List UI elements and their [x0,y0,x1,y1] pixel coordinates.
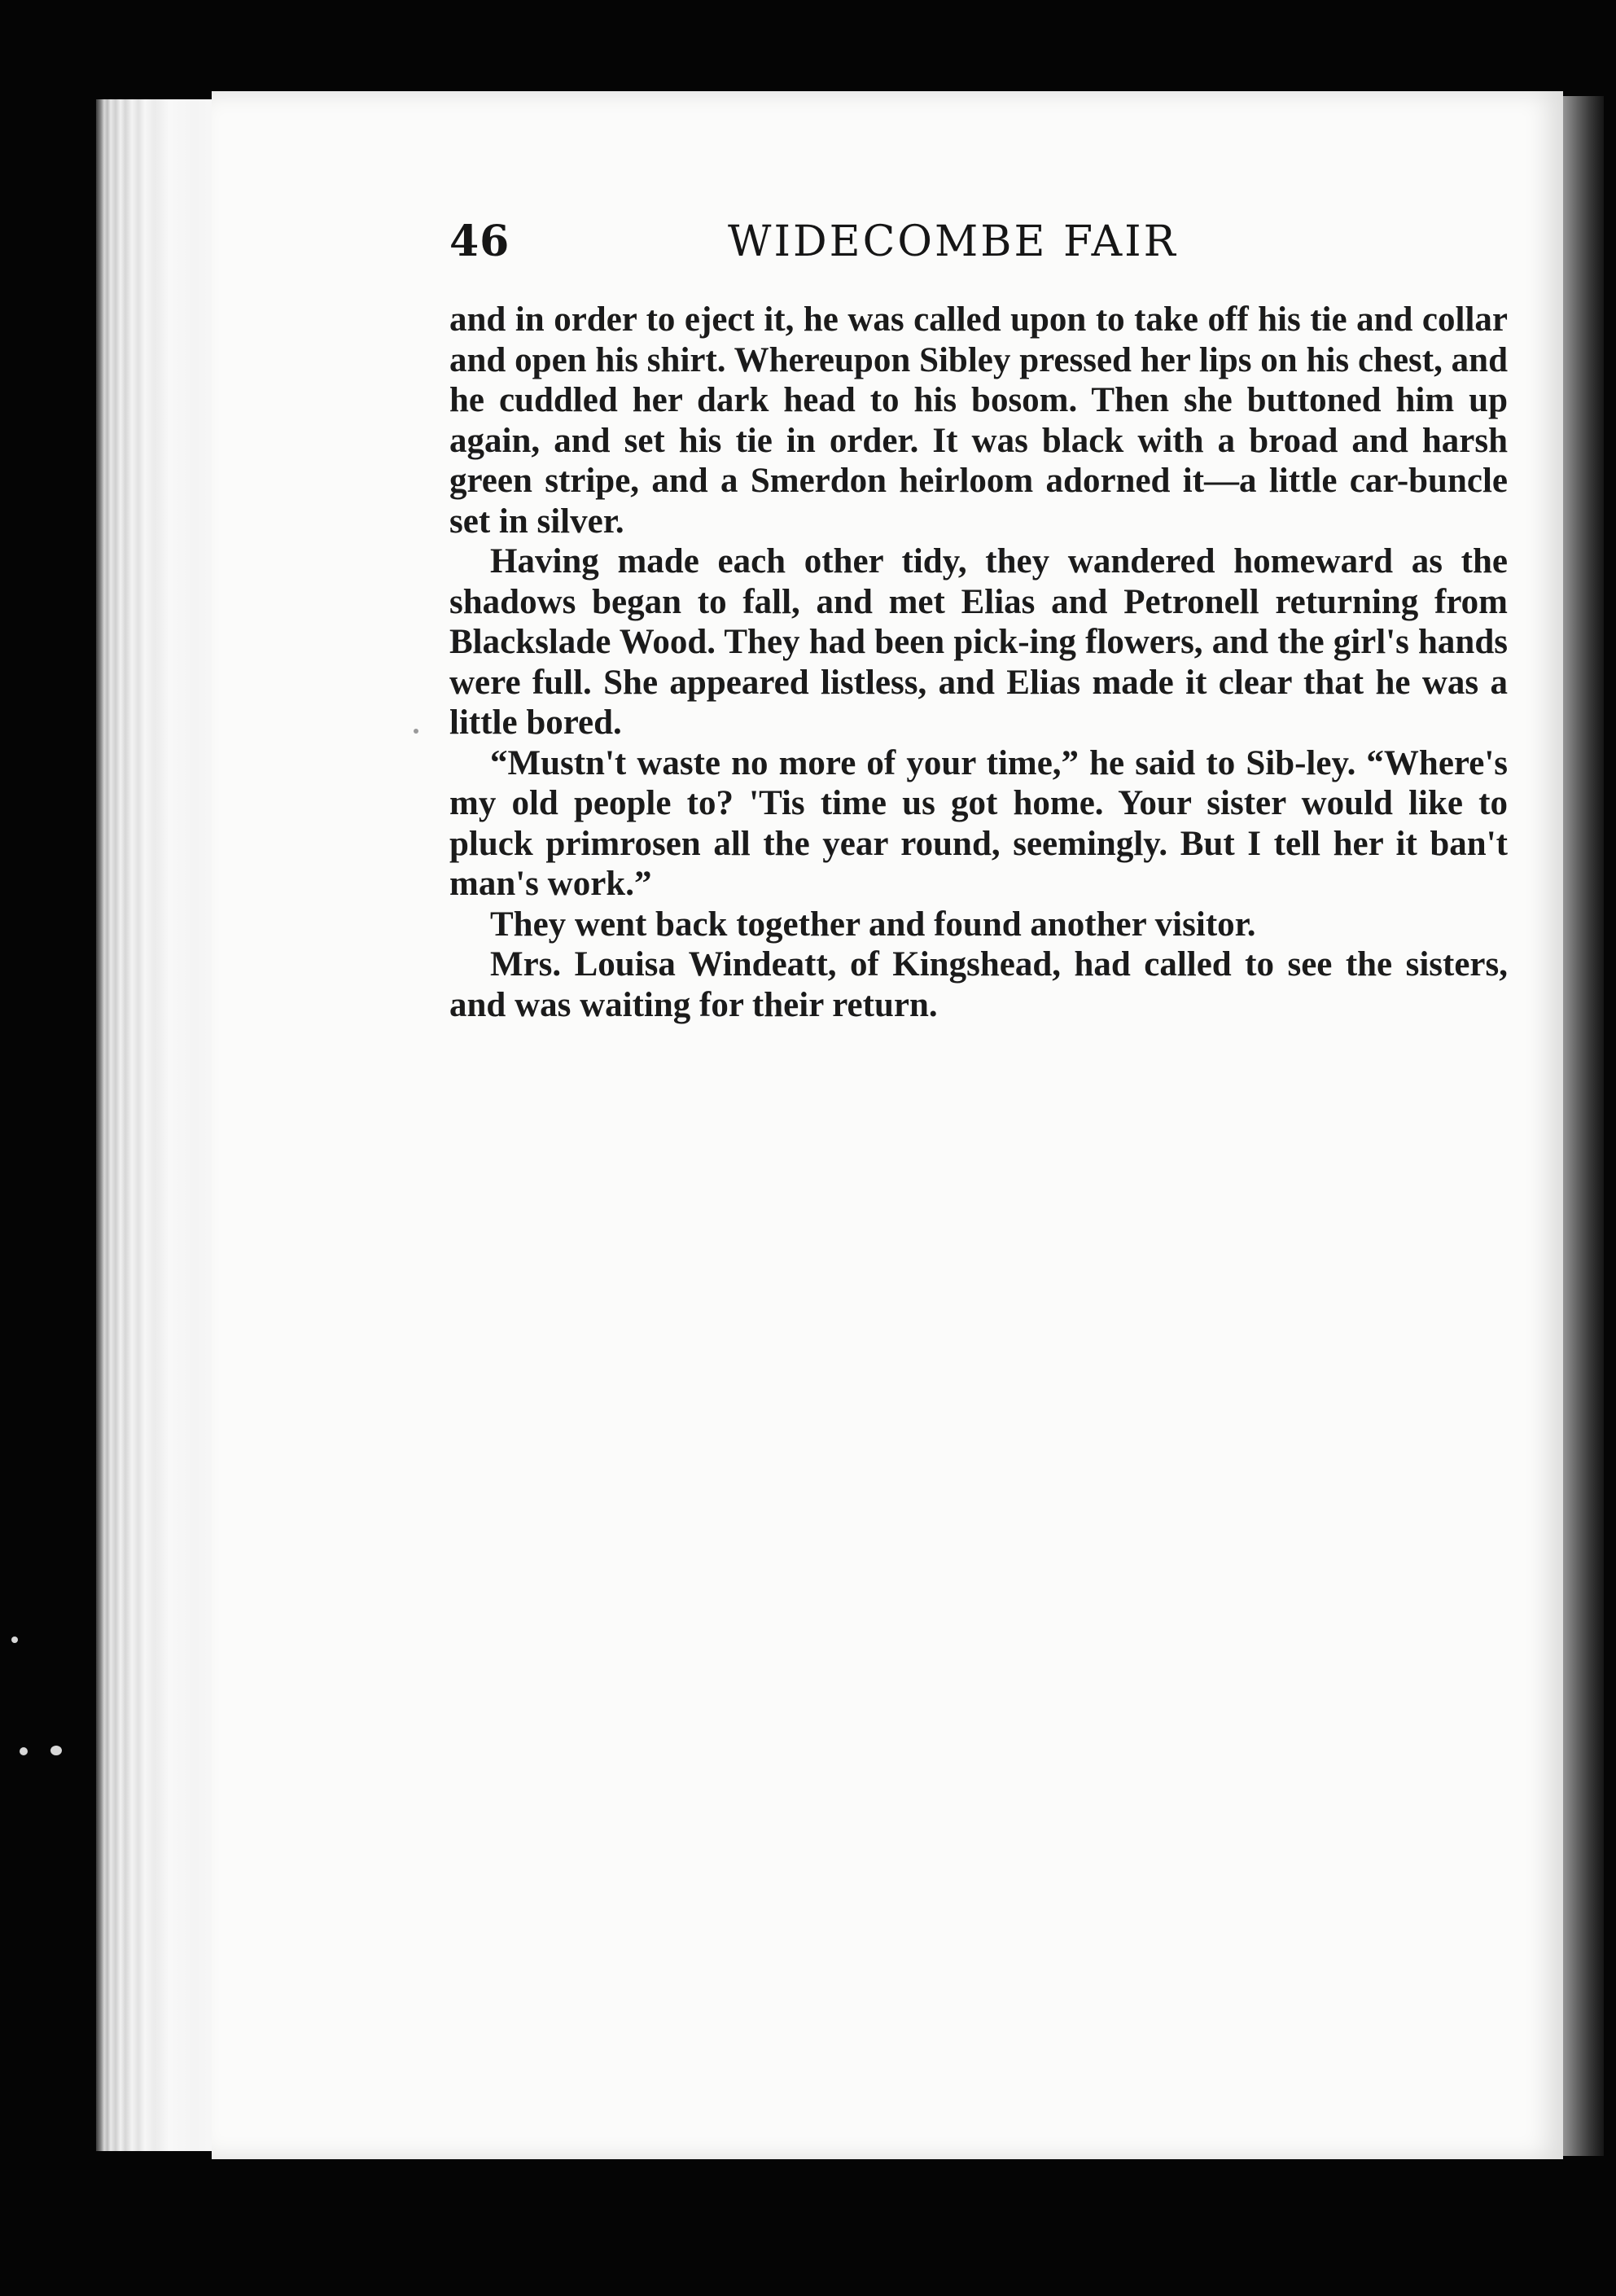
scan-speck [50,1746,62,1755]
paragraph: Mrs. Louisa Windeatt, of Kingshead, had called to see the sisters, and was waiting for their return. [449,945,1508,1024]
paragraph: and in order to eject it, he was called upon to take off his tie and collar and open his shirt. Whereupon Sibley pressed her lips on his chest, and he cuddled her dark head to his bosom. Then she buttoned him up again, and set his tie in order. It was black with a broad and harsh green stripe, and a Smerdon heirloom adorned it—a little car-buncle set in silver. [449,300,1508,541]
scan-speck [414,729,418,734]
scan-speck [11,1637,18,1643]
scan-speck [20,1747,28,1755]
paragraph: They went back together and found another visitor. [490,905,1256,944]
paragraph: “Mustn't waste no more of your time,” he said to Sib-ley. “Where's my old people to? 'Tis time us got home. Your sister would like to pluck primrosen all the year round, seemingly. But I tell her it ban't man's work.” [449,743,1508,903]
running-head [449,213,1239,270]
paragraph: Having made each other tidy, they wandered homeward as the shadows began to fall, and met Elias and Petronell returning from Blackslade Wood. They had been pick-ing flowers, and the girl's hands were full. She appeared listless, and Elias made it clear that he was a little bored. [449,542,1508,742]
body-text [449,300,1508,1025]
book-title: WIDECOMBE FAIR [728,217,1178,266]
page-number: 46 [449,217,510,266]
